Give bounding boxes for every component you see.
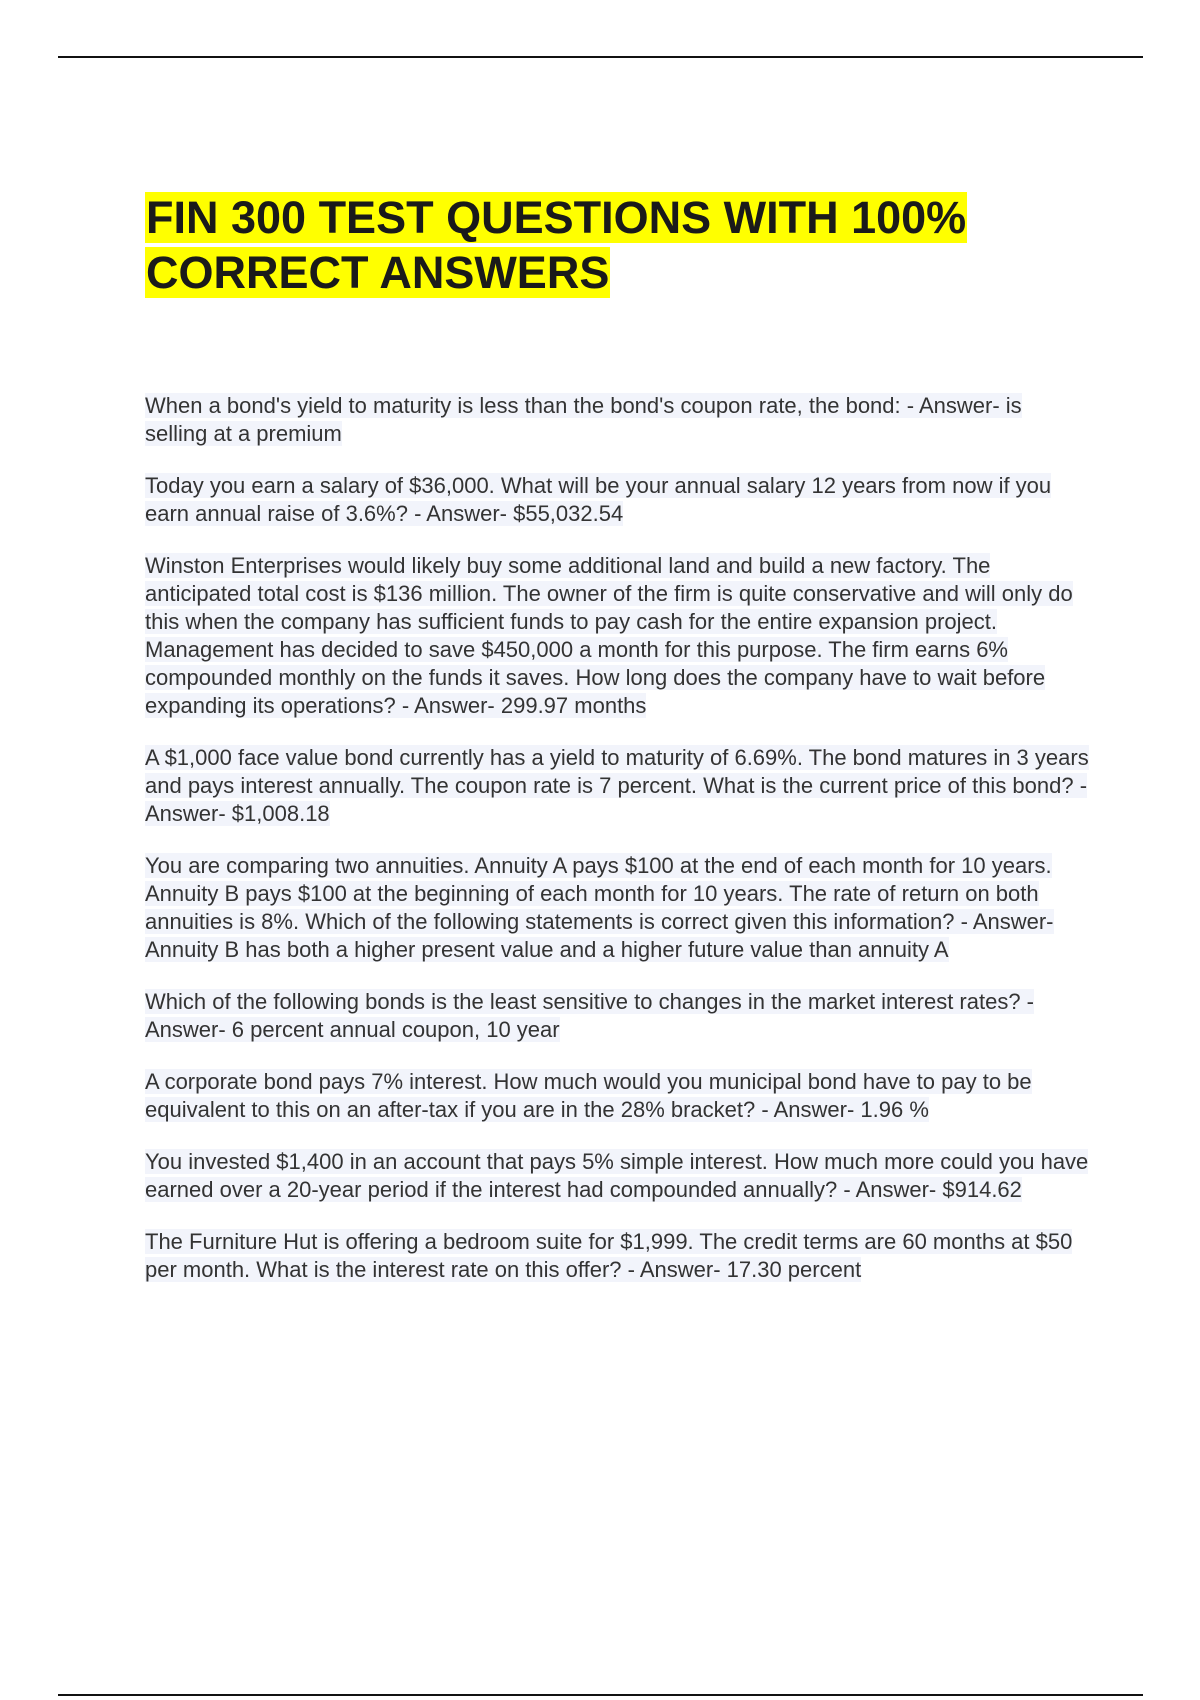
qa-item-1 (145, 392, 1090, 448)
qa-item-3 (145, 552, 1090, 720)
qa-item-5 (145, 852, 1090, 964)
qa-item-4 (145, 744, 1090, 828)
qa-text: You invested $1,400 in an account that pays 5% simple interest. How much more could you have earned over a 20-year period if the interest had compounded annually? - Answer- $914.62 (145, 1149, 1089, 1202)
qa-item-6 (145, 988, 1090, 1044)
qa-item-7 (145, 1068, 1090, 1124)
qa-text: Winston Enterprises would likely buy some additional land and build a new factory. The anticipated total cost is $136 million. The owner of the firm is quite conservative and will only do this when the company has sufficient funds to pay cash for the entire expansion project. Management has decided to save $450,000 a month for this purpose. The firm earns 6% compounded monthly on the funds it saves. How long does the company have to wait before expanding its operations? - Answer- 299.97 months (145, 553, 1073, 718)
qa-item-2 (145, 472, 1090, 528)
qa-text: Today you earn a salary of $36,000. What will be your annual salary 12 years from now if you earn annual raise of 3.6%? - Answer- $55,032.54 (145, 473, 1052, 526)
qa-item-9 (145, 1228, 1090, 1284)
bottom-divider (58, 1694, 1143, 1696)
qa-text: A corporate bond pays 7% interest. How much would you municipal bond have to pay to be equivalent to this on an after-tax if you are in the 28% bracket? - Answer- 1.96 % (145, 1069, 1032, 1122)
qa-item-8 (145, 1148, 1090, 1204)
qa-text: A $1,000 face value bond currently has a yield to maturity of 6.69%. The bond matures in 3 years and pays interest annually. The coupon rate is 7 percent. What is the current price of this bond? - Answer- $1,008.18 (145, 745, 1089, 826)
qa-text: The Furniture Hut is offering a bedroom suite for $1,999. The credit terms are 60 months at $50 per month. What is the interest rate on this offer? - Answer- 17.30 percent (145, 1229, 1073, 1282)
top-divider (58, 56, 1143, 58)
qa-text: When a bond's yield to maturity is less than the bond's coupon rate, the bond: - Answer- is selling at a premium (145, 393, 1022, 446)
title-highlight: FIN 300 TEST QUESTIONS WITH 100% CORRECT ANSWERS (146, 192, 967, 298)
qa-text: Which of the following bonds is the least sensitive to changes in the market interest rates? - Answer- 6 percent annual coupon, 10 year (145, 989, 1035, 1042)
qa-text: You are comparing two annuities. Annuity A pays $100 at the end of each month for 10 years. Annuity B pays $100 at the beginning of each month for 10 years. The rate of return on both annuities is 8%. Which of the following statements is correct given this information? - Answer- Annuity B has both a higher present value and a higher future value than annuity A (145, 853, 1054, 962)
page-title (145, 190, 1075, 300)
qa-list (145, 392, 1090, 1308)
